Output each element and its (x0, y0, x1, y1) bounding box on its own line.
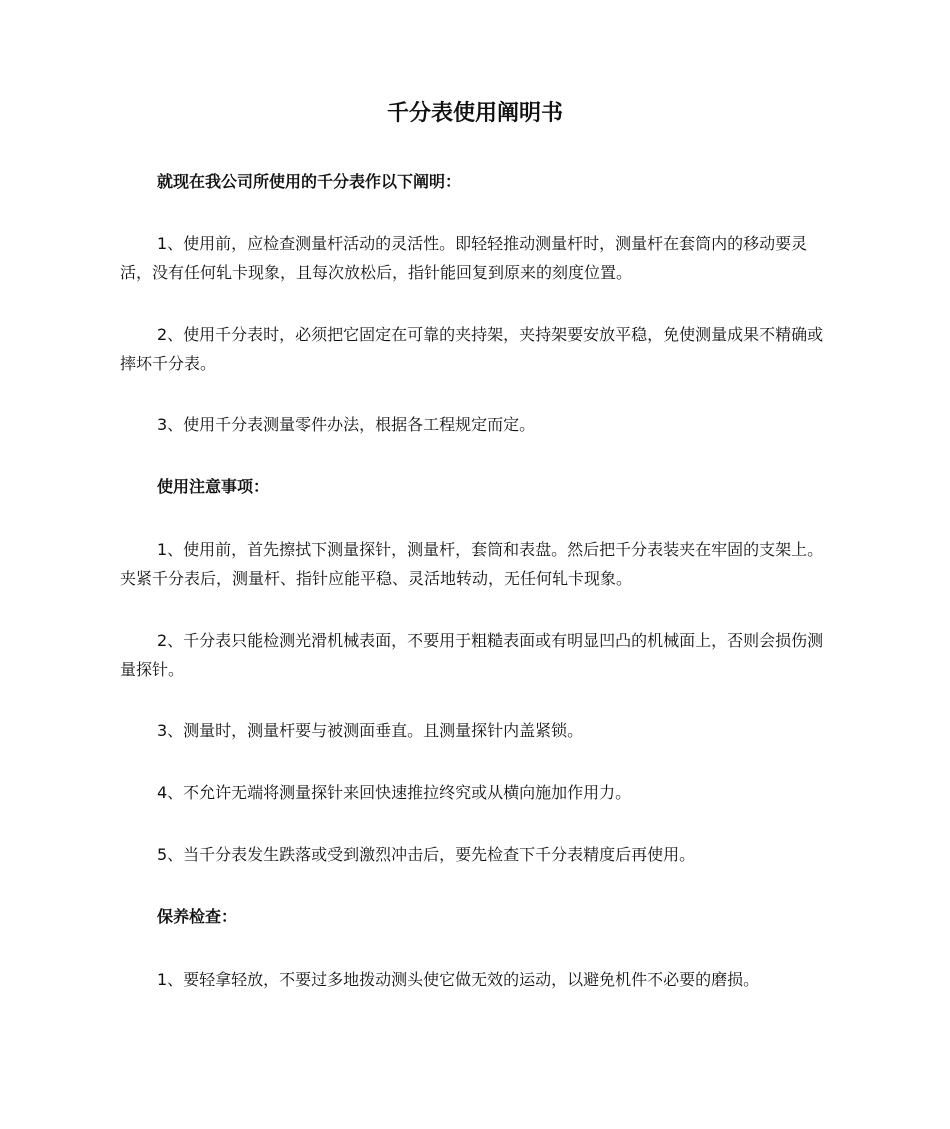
notes-item-1: 1、使用前，首先擦拭下测量探针，测量杆，套筒和表盘。然后把千分表装夹在牢固的支架上。夹紧千分表后，测量杆、指针应能平稳、灵活地转动，无任何轧卡现象。 (120, 540, 824, 588)
intro-item-2: 2、使用千分表时，必须把它固定在可靠的夹持架，夹持架要安放平稳，免使测量成果不精确或摔坏千分表。 (120, 325, 824, 373)
intro-heading: 就现在我公司所使用的千分表作以下阐明： (157, 172, 462, 191)
notes-heading: 使用注意事项： (157, 477, 270, 496)
maintenance-heading: 保养检查： (157, 907, 238, 926)
notes-item-2: 2、千分表只能检测光滑机械表面，不要用于粗糙表面或有明显凹凸的机械面上，否则会损伤测量探针。 (120, 631, 824, 679)
intro-item-3: 3、使用千分表测量零件办法，根据各工程规定而定。 (157, 415, 536, 434)
maintenance-item-1: 1、要轻拿轻放，不要过多地拨动测头使它做无效的运动，以避免机件不必要的磨损。 (157, 970, 760, 989)
notes-item-3: 3、测量时，测量杆要与被测面垂直。且测量探针内盖紧锁。 (157, 721, 584, 740)
notes-item-5: 5、当千分表发生跌落或受到激烈冲击后，要先检查下千分表精度后再使用。 (157, 845, 696, 864)
document-title: 千分表使用阐明书 (386, 101, 563, 126)
intro-item-1: 1、使用前，应检查测量杆活动的灵活性。即轻轻推动测量杆时，测量杆在套筒内的移动要灵活，没有任何轧卡现象，且每次放松后，指针能回复到原来的刻度位置。 (120, 234, 808, 282)
notes-item-4: 4、不允许无端将测量探针来回快速推拉终究或从横向施加作用力。 (157, 783, 632, 802)
